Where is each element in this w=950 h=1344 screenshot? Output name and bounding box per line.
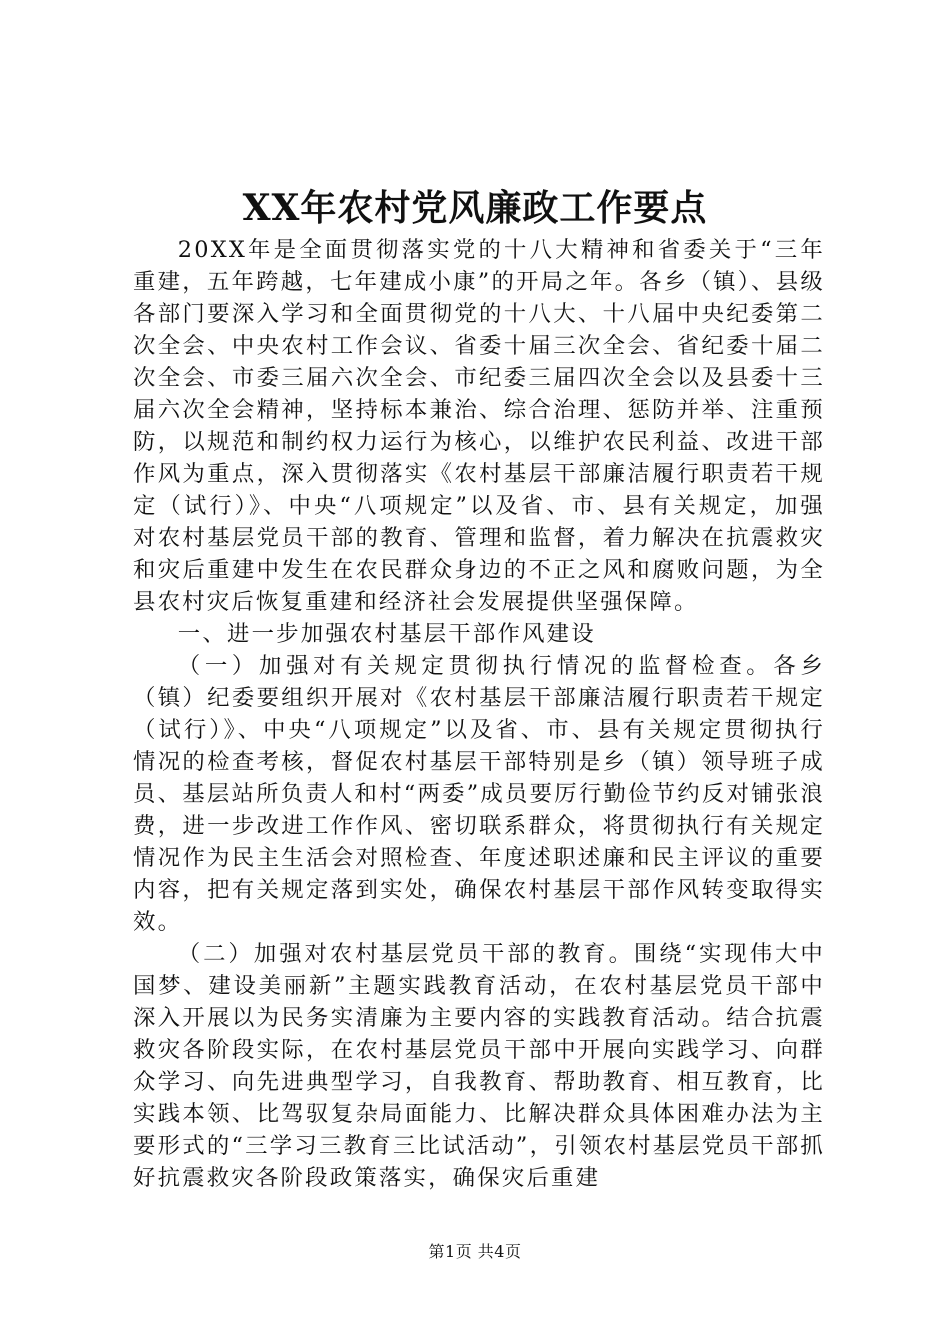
section-heading-1: 一、进一步加强农村基层干部作风建设 bbox=[177, 621, 596, 647]
document-body bbox=[133, 234, 825, 1194]
paragraph-item-2: （二）加强对农村基层党员干部的教育。围绕“实现伟大中国梦、建设美丽新”主题实践教育活动，在农村基层党员干部中深入开展以为民务实清廉为主要内容的实践教育活动。结合抗震救灾各阶段实际，在农村基层党员干部中开展向实践学习、向群众学习、向先进典型学习，自我教育、帮助教育、相互教育，比实践本领、比驾驭复杂局面能力、比解决群众具体困难办法为主要形式的“三学习三教育三比试活动”，引领农村基层党员干部抓好抗震救灾各阶段政策落实，确保灾后重建 bbox=[133, 941, 825, 1191]
paragraph-item-1: （一）加强对有关规定贯彻执行情况的监督检查。各乡（镇）纪委要组织开展对《农村基层干部廉洁履行职责若干规定（试行）》、中央“八项规定”以及省、市、县有关规定贯彻执行情况的检查考核，督促农村基层干部特别是乡（镇）领导班子成员、基层站所负责人和村“两委”成员要厉行勤俭节约反对铺张浪费，进一步改进工作作风、密切联系群众，将贯彻执行有关规定情况作为民主生活会对照检查、年度述职述廉和民主评议的重要内容，把有关规定落到实处，确保农村基层干部作风转变取得实效。 bbox=[133, 653, 825, 935]
document-title: XX年农村党风廉政工作要点 bbox=[242, 187, 708, 229]
page-number-footer: 第1页 共4页 bbox=[428, 1242, 522, 1261]
paragraph-intro: 20XX年是全面贯彻落实党的十八大精神和省委关于“三年重建，五年跨越，七年建成小康”的开局之年。各乡（镇）、县级各部门要深入学习和全面贯彻党的十八大、十八届中央纪委第二次全会、中央农村工作会议、省委十届三次全会、省纪委十届二次全会、市委三届六次全会、市纪委三届四次全会以及县委十三届六次全会精神，坚持标本兼治、综合治理、惩防并举、注重预防，以规范和制约权力运行为核心，以维护农民利益、改进干部作风为重点，深入贯彻落实《农村基层干部廉洁履行职责若干规定（试行）》、中央“八项规定”以及省、市、县有关规定，加强对农村基层党员干部的教育、管理和监督，着力解决在抗震救灾和灾后重建中发生在农民群众身边的不正之风和腐败问题，为全县农村灾后恢复重建和经济社会发展提供坚强保障。 bbox=[133, 237, 825, 615]
